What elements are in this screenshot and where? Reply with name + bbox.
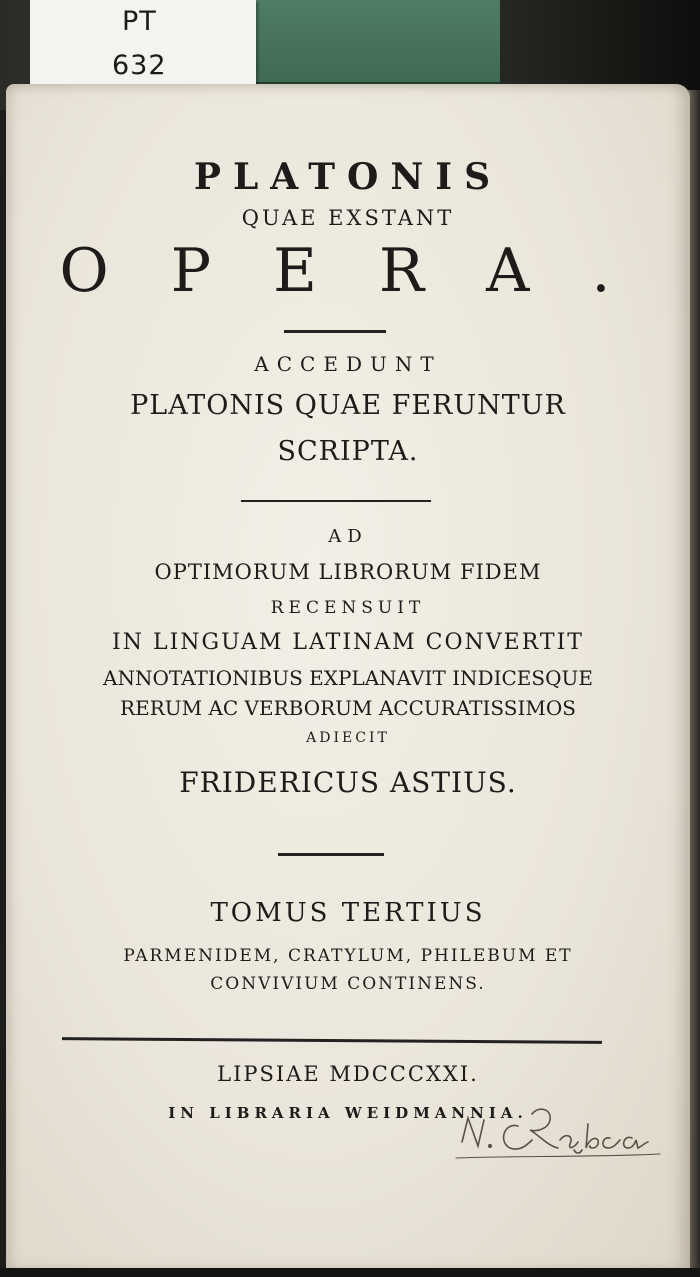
title-platonis: PLATONIS xyxy=(193,156,503,198)
rerum-line: RERUM AC VERBORUM ACCURATISSIMOS xyxy=(120,696,576,720)
volume-heading: TOMUS TERTIUS xyxy=(210,898,486,928)
adiecit-line: ADIECIT xyxy=(306,730,390,746)
in-linguam-line: IN LINGUAM LATINAM CONVERTIT xyxy=(112,630,584,655)
accedunt-heading: ACCEDUNT xyxy=(254,352,442,376)
shelfmark-label xyxy=(30,0,256,92)
shelfmark-line-2: 632 xyxy=(112,50,167,81)
imprint-publisher: IN LIBRARIA WEIDMANNIA. xyxy=(168,1104,528,1122)
title-quae-exstant: QUAE EXSTANT xyxy=(241,206,455,230)
rule-4 xyxy=(62,1037,602,1043)
contents-line-2: CONVIVIUM CONTINENS. xyxy=(210,974,486,994)
recensuit-line: RECENSUIT xyxy=(270,598,426,618)
annotationibus-line: ANNOTATIONIBUS EXPLANAVIT INDICESQUE xyxy=(103,666,593,690)
optimorum-line: OPTIMORUM LIBRORUM FIDEM xyxy=(154,560,542,584)
book-cover-board xyxy=(250,0,500,84)
accedunt-line-3: SCRIPTA. xyxy=(277,436,419,467)
title-page xyxy=(6,84,690,1272)
imprint-place-date: LIPSIAE MDCCCXXI. xyxy=(217,1062,479,1086)
contents-line-1: PARMENIDEM, CRATYLUM, PHILEBUM ET xyxy=(123,946,573,966)
accedunt-line-2: PLATONIS QUAE FERUNTUR xyxy=(130,390,566,421)
rule-2 xyxy=(241,500,431,502)
handwritten-signature xyxy=(448,1096,668,1172)
rule-1 xyxy=(284,330,386,333)
ad-line: AD xyxy=(328,526,368,547)
editor-name: FRIDERICUS ASTIUS. xyxy=(179,766,517,799)
rule-3 xyxy=(278,853,384,856)
bottom-shadow xyxy=(0,1268,700,1277)
title-opera: OPERA. xyxy=(59,236,673,306)
shelfmark-line-1: PT xyxy=(122,6,157,37)
